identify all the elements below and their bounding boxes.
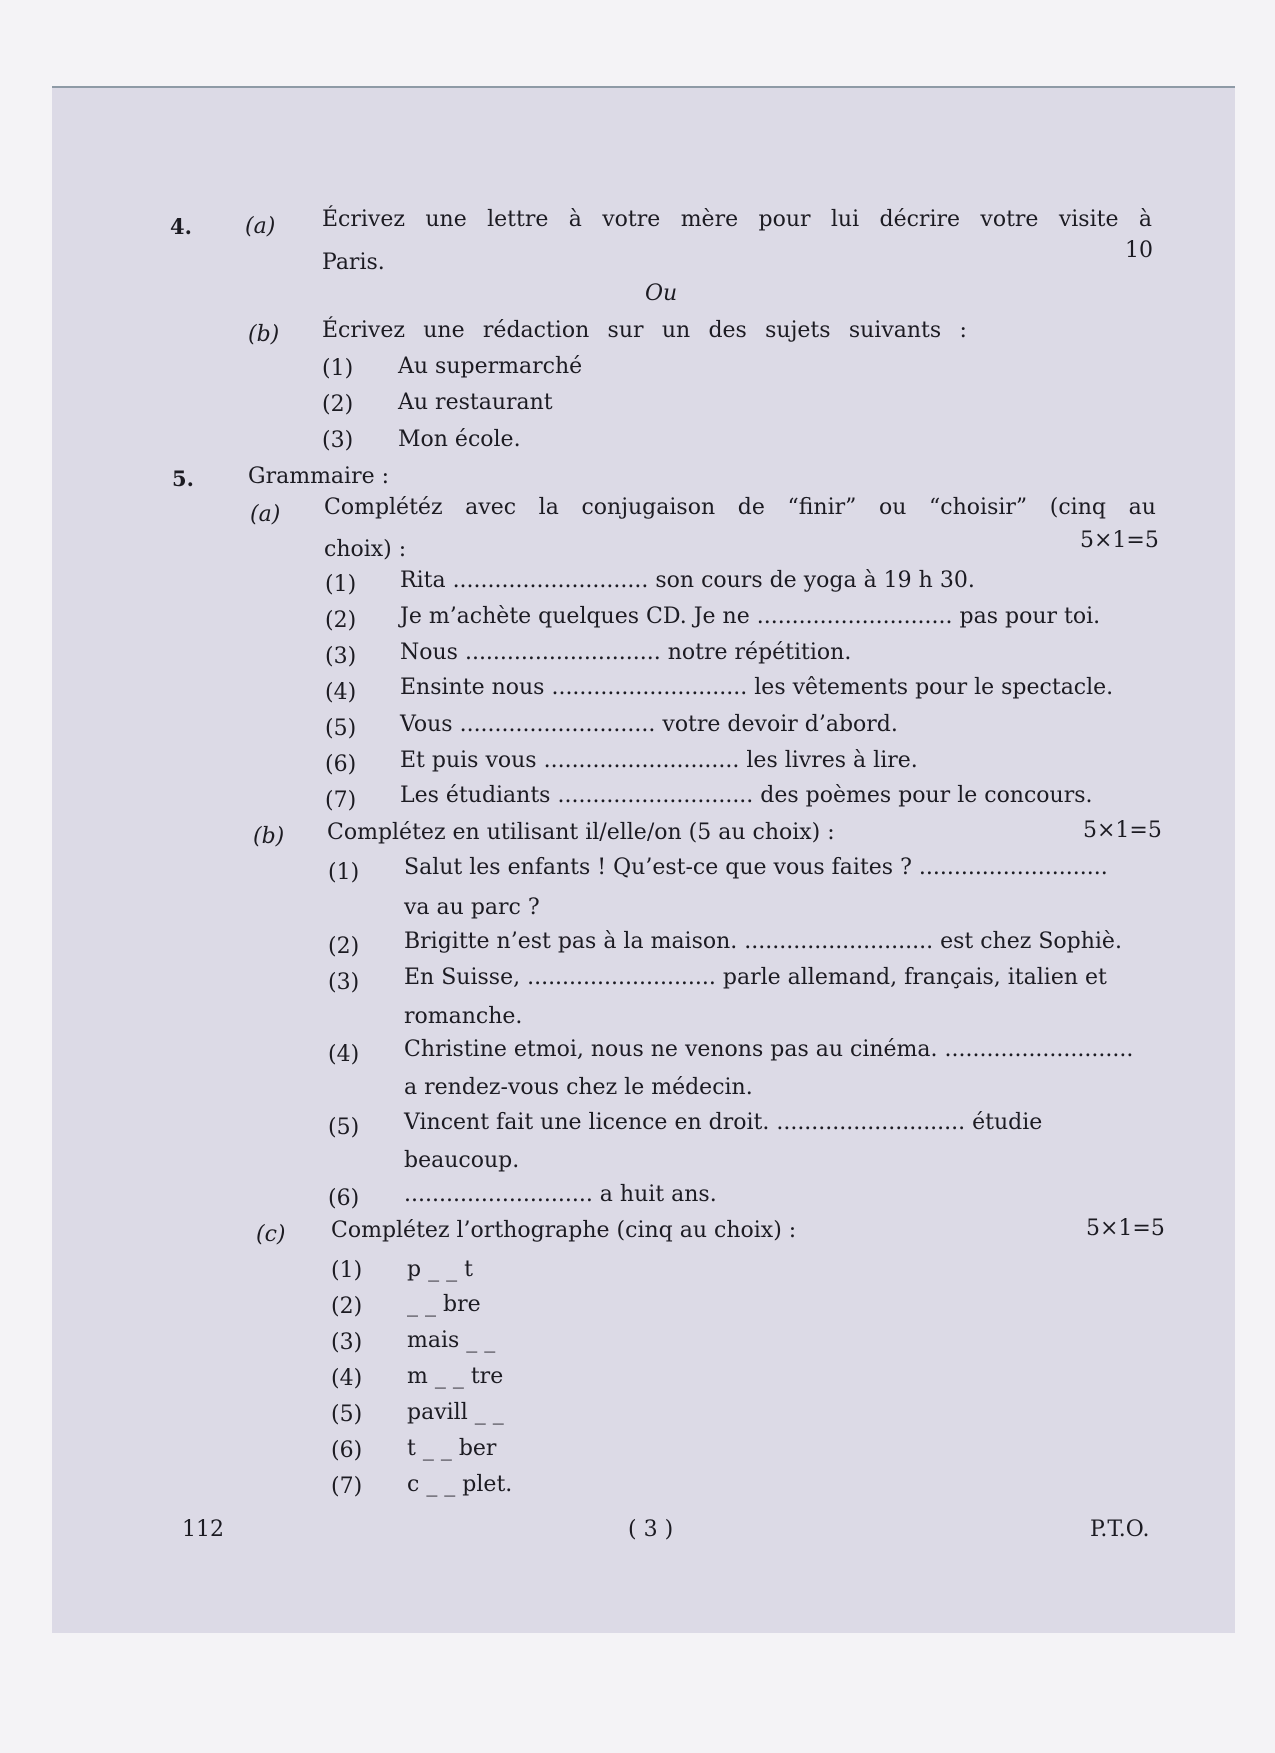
q5-a-label: (a): [250, 502, 281, 527]
topic-number: (1): [322, 356, 354, 381]
q5-c-marks: 5×1=5: [1086, 1216, 1165, 1241]
fill-item: Nous ............................ notre répétition.: [400, 640, 852, 665]
item-number: (3): [328, 970, 360, 995]
spelling-item: m _ _ tre: [407, 1364, 504, 1389]
q5-c-label: (c): [256, 1222, 286, 1247]
item-number: (2): [331, 1294, 363, 1319]
fill-item: Ensinte nous ............................ les vêtements pour le spectacle.: [400, 675, 1114, 700]
page-number: ( 3 ): [628, 1517, 674, 1542]
q5-b-label: (b): [253, 824, 285, 849]
q5-b-line: Complétez en utilisant il/elle/on (5 au choix) :: [327, 820, 835, 845]
q4-a-label: (a): [245, 214, 276, 239]
fill-item-line1: Christine etmoi, nous ne venons pas au cinéma. ...........................: [404, 1037, 1134, 1062]
fill-item: Je m’achète quelques CD. Je ne ............................ pas pour toi.: [400, 604, 1101, 629]
item-number: (4): [325, 680, 357, 705]
item-number: (3): [325, 644, 357, 669]
or-separator: Ou: [645, 281, 678, 306]
item-number: (2): [328, 934, 360, 959]
topic-number: (3): [322, 428, 354, 453]
item-number: (3): [331, 1330, 363, 1355]
item-number: (7): [331, 1474, 363, 1499]
item-number: (5): [325, 716, 357, 741]
q4-a-line1: Écrivez une lettre à votre mère pour lui décrire votre visite à: [322, 207, 1152, 232]
topic-text: Mon école.: [398, 427, 521, 452]
item-number: (1): [331, 1258, 363, 1283]
item-number: (6): [325, 752, 357, 777]
fill-item-line2: romanche.: [404, 1004, 523, 1029]
q4-a-line2: Paris.: [322, 250, 385, 275]
fill-item-line1: Vincent fait une licence en droit. ........................... étudie: [404, 1110, 1043, 1135]
fill-item: Et puis vous ............................ les livres à lire.: [400, 748, 918, 773]
spelling-item: mais _ _: [407, 1328, 496, 1353]
q5-a-line2: choix) :: [324, 537, 407, 562]
item-number: (1): [328, 860, 360, 885]
item-number: (6): [331, 1438, 363, 1463]
spelling-item: _ _ bre: [407, 1292, 481, 1317]
fill-item-line1: Brigitte n’est pas à la maison. ........................... est chez Sophiè.: [404, 929, 1122, 954]
question-5-number: 5.: [172, 466, 194, 491]
item-number: (2): [325, 608, 357, 633]
q4-b-label: (b): [248, 322, 280, 347]
item-number: (4): [331, 1366, 363, 1391]
q5-b-marks: 5×1=5: [1083, 818, 1162, 843]
topic-number: (2): [322, 392, 354, 417]
fill-item-line1: Salut les enfants ! Qu’est-ce que vous faites ? ...........................: [404, 855, 1108, 880]
fill-item-line2: va au parc ?: [404, 895, 540, 920]
q5-a-line1: Complétéz avec la conjugaison de “finir” ou “choisir” (cinq au: [324, 495, 1156, 520]
paper-code: 112: [182, 1517, 224, 1542]
item-number: (7): [325, 788, 357, 813]
fill-item: Rita ............................ son cours de yoga à 19 h 30.: [400, 568, 975, 593]
fill-item-line1: ........................... a huit ans.: [404, 1182, 717, 1207]
fill-item-line2: beaucoup.: [404, 1148, 520, 1173]
question-4-number: 4.: [170, 214, 192, 239]
fill-item-line2: a rendez-vous chez le médecin.: [404, 1075, 753, 1100]
item-number: (5): [331, 1402, 363, 1427]
q5-title: Grammaire :: [248, 464, 390, 489]
topic-text: Au supermarché: [398, 354, 583, 379]
spelling-item: p _ _ t: [407, 1257, 473, 1282]
item-number: (6): [328, 1186, 360, 1211]
q4-a-marks: 10: [1125, 238, 1153, 263]
item-number: (1): [325, 572, 357, 597]
fill-item-line1: En Suisse, ........................... parle allemand, français, italien et: [404, 965, 1107, 990]
please-turn-over: P.T.O.: [1090, 1517, 1150, 1542]
spelling-item: c _ _ plet.: [407, 1472, 513, 1497]
q5-c-line: Complétez l’orthographe (cinq au choix) :: [331, 1218, 797, 1243]
spelling-item: t _ _ ber: [407, 1436, 497, 1461]
spelling-item: pavill _ _: [407, 1400, 504, 1425]
item-number: (4): [328, 1042, 360, 1067]
q5-a-marks: 5×1=5: [1080, 528, 1159, 553]
fill-item: Vous ............................ votre devoir d’abord.: [400, 712, 898, 737]
topic-text: Au restaurant: [398, 390, 553, 415]
fill-item: Les étudiants ............................ des poèmes pour le concours.: [400, 783, 1093, 808]
q4-b-line: Écrivez une rédaction sur un des sujets suivants :: [322, 318, 967, 343]
item-number: (5): [328, 1115, 360, 1140]
